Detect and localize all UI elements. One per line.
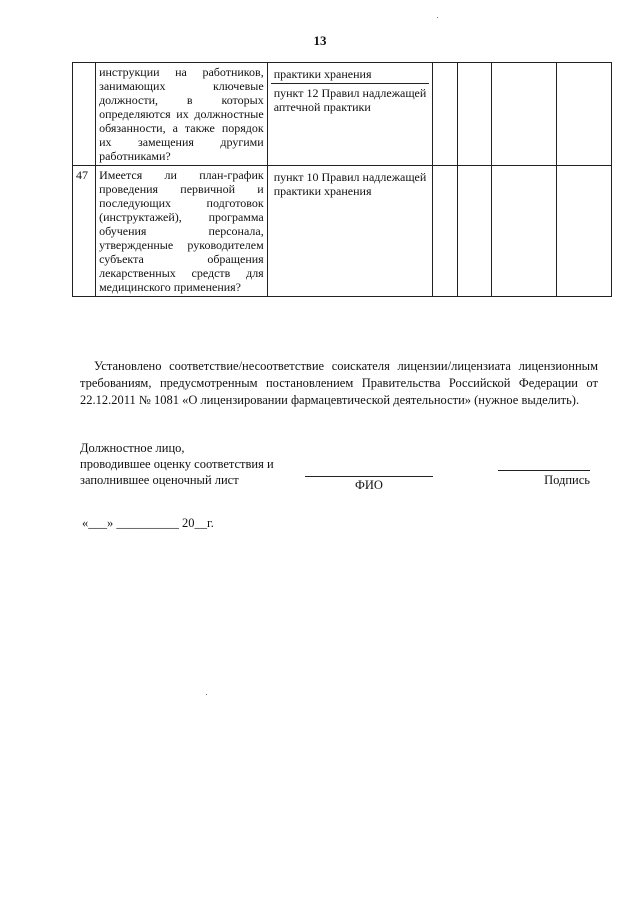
row-question: инструкции на работников, занимающих ключевые должности, в которых определяются их должностные обязанности, а также порядок их замещения другими работниками? [96,63,268,166]
empty-cell [556,166,611,297]
checklist-table [72,62,612,297]
row-number [73,63,96,166]
date-line: «___» __________ 20__г. [82,516,214,530]
official-line: Должностное лицо, [80,441,185,455]
signature-line [498,470,590,471]
empty-cell [458,166,491,297]
signature-label: Подпись [544,473,590,487]
fio-label: ФИО [355,478,383,492]
row-question: Имеется ли план-график проведения первичной и последующих подготовок (инструктажей), программа обучения персонала, утвержденные руководителем субъекта обращения лекарственных средств для медицинского применения? [96,166,268,297]
empty-cell [491,63,556,166]
official-line: заполнившее оценочный лист [80,473,239,487]
empty-cell [433,63,458,166]
scan-speck [437,17,438,18]
empty-cell [458,63,491,166]
reference-item: пункт 12 Правил надлежащей аптечной практики [271,83,430,116]
empty-cell [556,63,611,166]
row-number: 47 [73,166,96,297]
reference-item: пункт 10 Правил надлежащей практики хранения [273,170,427,198]
official-label [80,440,310,488]
official-line: проводившее оценку соответствия и [80,457,274,471]
conclusion-paragraph: Установлено соответствие/несоответствие соискателя лицензии/лицензиата лицензионным требованиям, предусмотренным постановлением Правительства Российской Федерации от 22.12.2011 № 1081 «О лицензировании фармацевтической деятельности» (нужное выделить). [80,359,598,407]
row-reference [267,63,433,166]
fio-line [305,476,433,477]
row-reference [267,166,433,297]
empty-cell [433,166,458,297]
table-row [73,63,612,166]
empty-cell [491,166,556,297]
page-number: 13 [313,33,327,48]
reference-item: практики хранения [273,67,372,81]
table-row [73,166,612,297]
scan-speck [206,694,207,695]
